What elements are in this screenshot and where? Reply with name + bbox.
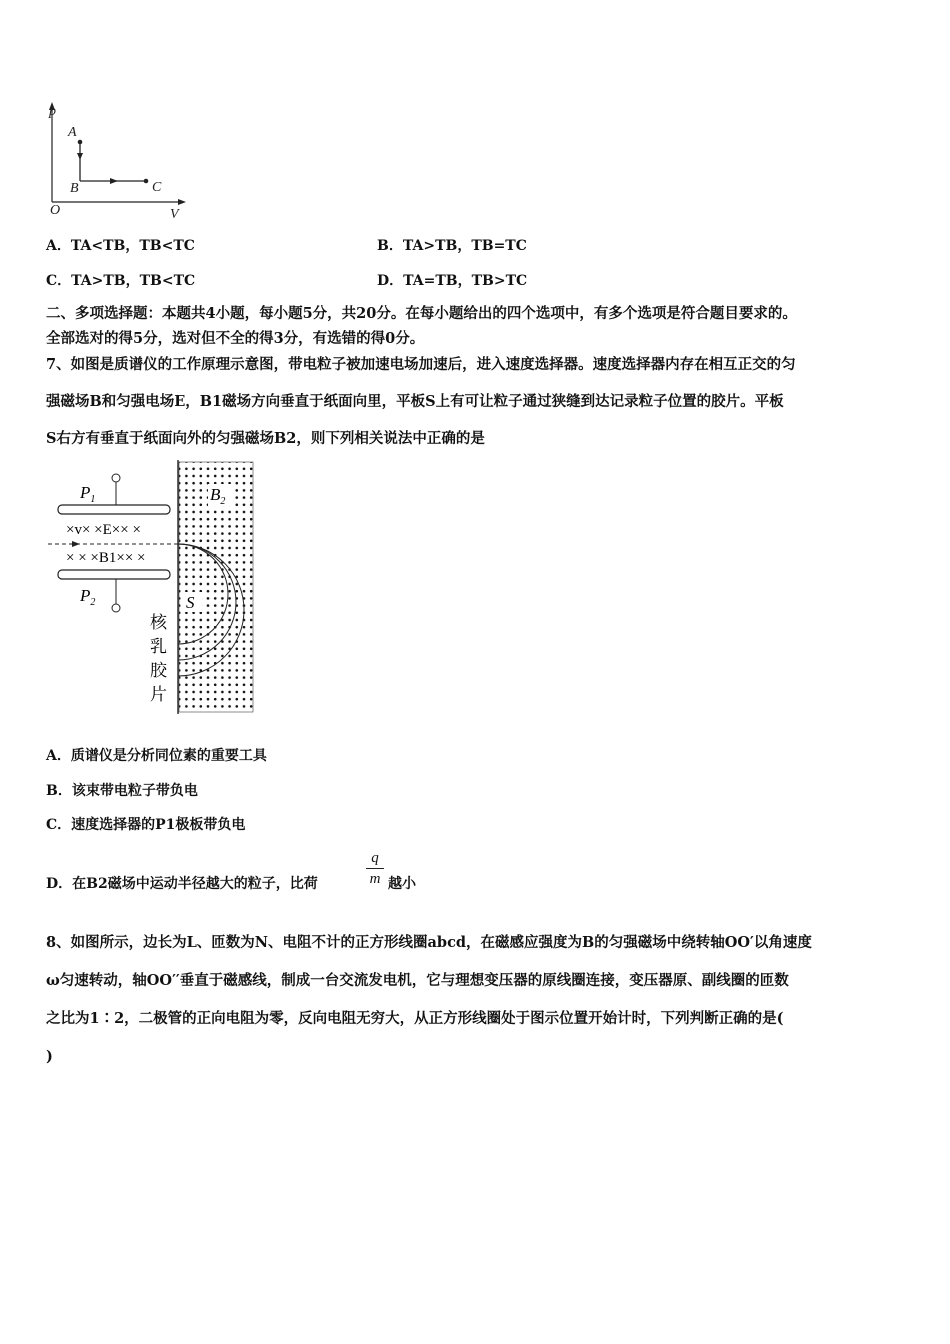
mass-spectrometer-figure [46, 458, 261, 716]
q7-option-d-suffix: 越小 [388, 876, 416, 892]
film-label-4: 片 [150, 685, 167, 704]
q8-line1: 8、如图所示，边长为L、匝数为N、电阻不计的正方形线圈abcd，在磁感应强度为B的匀强磁场中绕转轴OO′以角速度 [46, 934, 812, 951]
q8-line4: ) [46, 1048, 53, 1065]
q7-line2: 强磁场B和匀强电场E，B1磁场方向垂直于纸面向里，平板S上有可让粒子通过狭缝到达记录粒子位置的胶片。平板 [46, 393, 784, 410]
q7-option-a: A．质谱仪是分析同位素的重要工具 [46, 748, 267, 764]
q6-option-b: B．TA>TB，TB=TC [377, 238, 527, 254]
section2-line1: 二、多项选择题：本题共4小题，每小题5分，共20分。在每小题给出的四个选项中，有多个选项是符合题目要求的。 [46, 305, 797, 322]
q6-option-a: A．TA<TB，TB<TC [46, 238, 195, 254]
q7-line3: S右方有垂直于纸面向外的匀强磁场B2，则下列相关说法中正确的是 [46, 430, 485, 447]
fraction-numerator: q [371, 850, 379, 866]
fraction-denominator: m [369, 871, 381, 887]
q6-option-d: D．TA=TB，TB>TC [377, 273, 528, 289]
q7-line1: 7、如图是质谱仪的工作原理示意图，带电粒子被加速电场加速后，进入速度选择器。速度选择器内存在相互正交的匀 [46, 356, 796, 373]
field-row-1: ×v× ×E×× × [66, 522, 141, 538]
origin-label: O [50, 203, 61, 218]
axis-x-label: V [170, 207, 179, 222]
section2-line2: 全部选对的得5分，选对但不全的得3分，有选错的得0分。 [46, 330, 425, 347]
pv-graph [40, 98, 200, 226]
p1-label: $P_1$ [80, 483, 96, 505]
plate-p2 [58, 570, 170, 579]
point-b-label: B [70, 181, 79, 196]
field-row-2: × × ×B1×× × [66, 550, 146, 566]
p2-label: $P_2$ [80, 586, 96, 608]
b2-label: $B_2$ [210, 485, 226, 507]
q6-option-c: C．TA>TB，TB<TC [46, 273, 196, 289]
point-a-label: A [68, 125, 77, 140]
film-label-2: 乳 [150, 637, 167, 656]
q7-option-c: C．速度选择器的P1极板带负电 [46, 817, 246, 833]
q8-line3: 之比为1∶2，二极管的正向电阻为零，反向电阻无穷大，从正方形线圈处于图示位置开始计时，下列判断正确的是( [46, 1010, 784, 1027]
film-label-3: 胶 [150, 661, 167, 680]
s-label: S [186, 593, 195, 612]
q7-option-d-prefix: D．在B2磁场中运动半径越大的粒子，比荷 [46, 876, 318, 892]
point-c-label: C [152, 180, 162, 195]
charge-mass-ratio [366, 849, 384, 888]
q7-option-d [46, 875, 318, 893]
q8-line2: ω匀速转动，轴OO′′垂直于磁感线，制成一台交流发电机，它与理想变压器的原线圈连接，变压器原、副线圈的匝数 [46, 972, 789, 989]
plate-p1 [58, 505, 170, 514]
q7-option-b: B．该束带电粒子带负电 [46, 783, 198, 799]
film-label-1: 核 [150, 613, 167, 632]
axis-y-label: p [49, 104, 56, 119]
